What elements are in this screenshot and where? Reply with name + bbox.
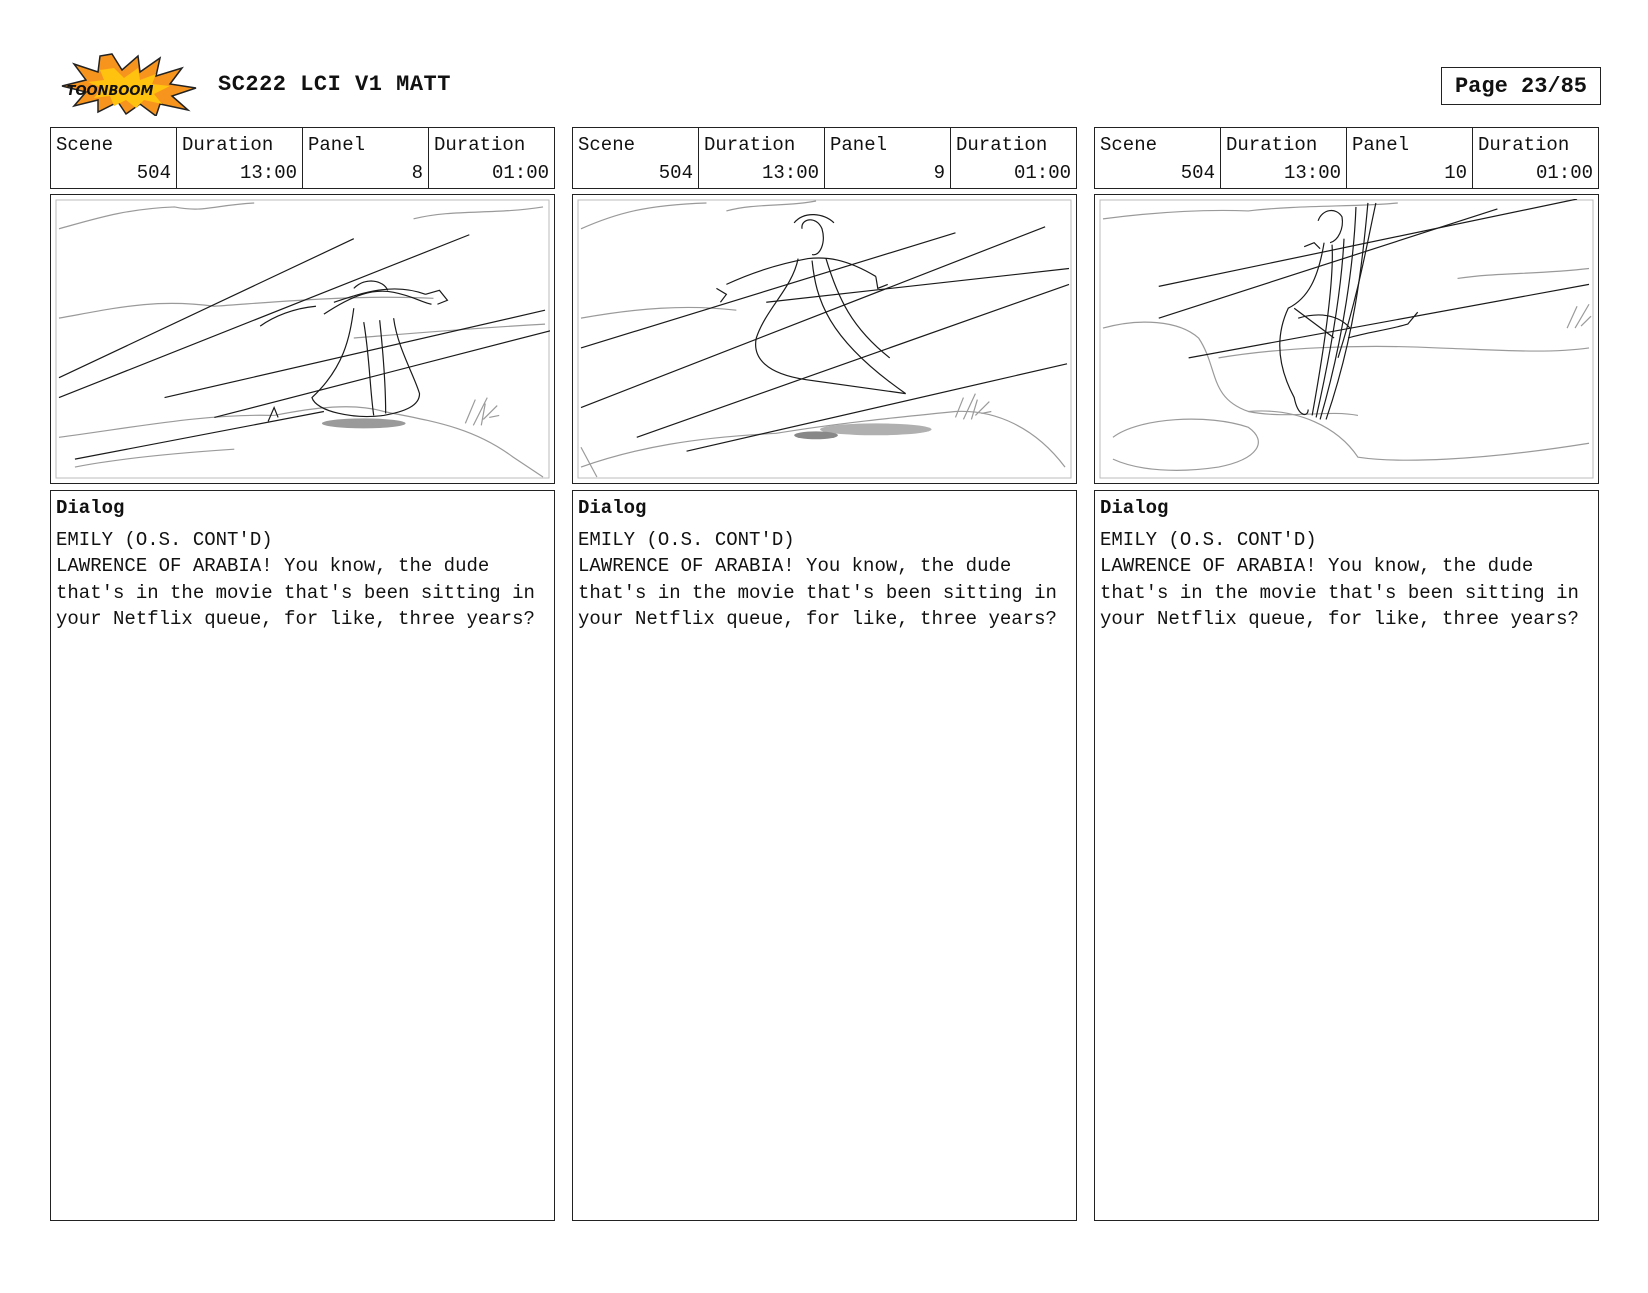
- panel-label: Panel: [308, 134, 366, 156]
- dialog-speaker: EMILY (O.S. CONT'D): [1100, 529, 1317, 551]
- scene-duration-cell: [1221, 128, 1347, 188]
- sketch-frame: [572, 194, 1077, 484]
- scene-duration-cell: [177, 128, 303, 188]
- panel-info-row: [572, 127, 1077, 189]
- dialog-text: LAWRENCE OF ARABIA! You know, the dude that's in the movie that's been sitting in your Netflix queue, for like, three years?: [578, 555, 1057, 630]
- panel-info-row: [50, 127, 555, 189]
- duration-label: Duration: [956, 134, 1048, 156]
- page-number: Page 23/85: [1441, 67, 1601, 105]
- scene-cell: [573, 128, 699, 188]
- scene-value: 504: [136, 162, 171, 184]
- scene-duration-cell: [699, 128, 825, 188]
- sketch-drawing: [55, 199, 550, 479]
- dialog-text: LAWRENCE OF ARABIA! You know, the dude that's in the movie that's been sitting in your Netflix queue, for like, three years?: [56, 555, 535, 630]
- duration-label: Duration: [1226, 134, 1318, 156]
- dialog-box: [50, 490, 555, 1221]
- duration-label: Duration: [434, 134, 526, 156]
- toonboom-logo: [52, 52, 198, 116]
- scene-cell: [1095, 128, 1221, 188]
- duration-label: Duration: [182, 134, 274, 156]
- panel-duration-cell: [951, 128, 1076, 188]
- storyboard-panel-9: [572, 127, 1077, 1221]
- panel-duration-cell: [1473, 128, 1598, 188]
- dialog-heading: Dialog: [1100, 497, 1169, 519]
- panel-value: 8: [411, 162, 423, 184]
- logo-text: TOONBOOM: [66, 84, 154, 99]
- sketch-drawing: [1099, 199, 1594, 479]
- dialog-speaker: EMILY (O.S. CONT'D): [56, 529, 273, 551]
- panel-value: 9: [933, 162, 945, 184]
- dialog-text: LAWRENCE OF ARABIA! You know, the dude that's in the movie that's been sitting in your Netflix queue, for like, three years?: [1100, 555, 1579, 630]
- panel-duration-value: 01:00: [1535, 162, 1593, 184]
- storyboard-panel-8: [50, 127, 555, 1221]
- scene-value: 504: [1180, 162, 1215, 184]
- storyboard-panel-10: [1094, 127, 1599, 1221]
- panel-info-row: [1094, 127, 1599, 189]
- panel-value: 10: [1444, 162, 1467, 184]
- panel-cell: [1347, 128, 1473, 188]
- dialog-box: [572, 490, 1077, 1221]
- panel-cell: [303, 128, 429, 188]
- duration-label: Duration: [704, 134, 796, 156]
- dialog-heading: Dialog: [578, 497, 647, 519]
- panel-label: Panel: [1352, 134, 1410, 156]
- panel-duration-cell: [429, 128, 554, 188]
- sketch-frame: [50, 194, 555, 484]
- scene-label: Scene: [578, 134, 636, 156]
- scene-duration-value: 13:00: [239, 162, 297, 184]
- panel-cell: [825, 128, 951, 188]
- panel-duration-value: 01:00: [1013, 162, 1071, 184]
- dialog-box: [1094, 490, 1599, 1221]
- panel-label: Panel: [830, 134, 888, 156]
- dialog-heading: Dialog: [56, 497, 125, 519]
- scene-duration-value: 13:00: [1283, 162, 1341, 184]
- dialog-speaker: EMILY (O.S. CONT'D): [578, 529, 795, 551]
- scene-label: Scene: [1100, 134, 1158, 156]
- scene-cell: [51, 128, 177, 188]
- scene-label: Scene: [56, 134, 114, 156]
- panel-duration-value: 01:00: [491, 162, 549, 184]
- duration-label: Duration: [1478, 134, 1570, 156]
- sketch-frame: [1094, 194, 1599, 484]
- document-title: SC222 LCI V1 MATT: [218, 72, 451, 97]
- sketch-drawing: [577, 199, 1072, 479]
- scene-value: 504: [658, 162, 693, 184]
- scene-duration-value: 13:00: [761, 162, 819, 184]
